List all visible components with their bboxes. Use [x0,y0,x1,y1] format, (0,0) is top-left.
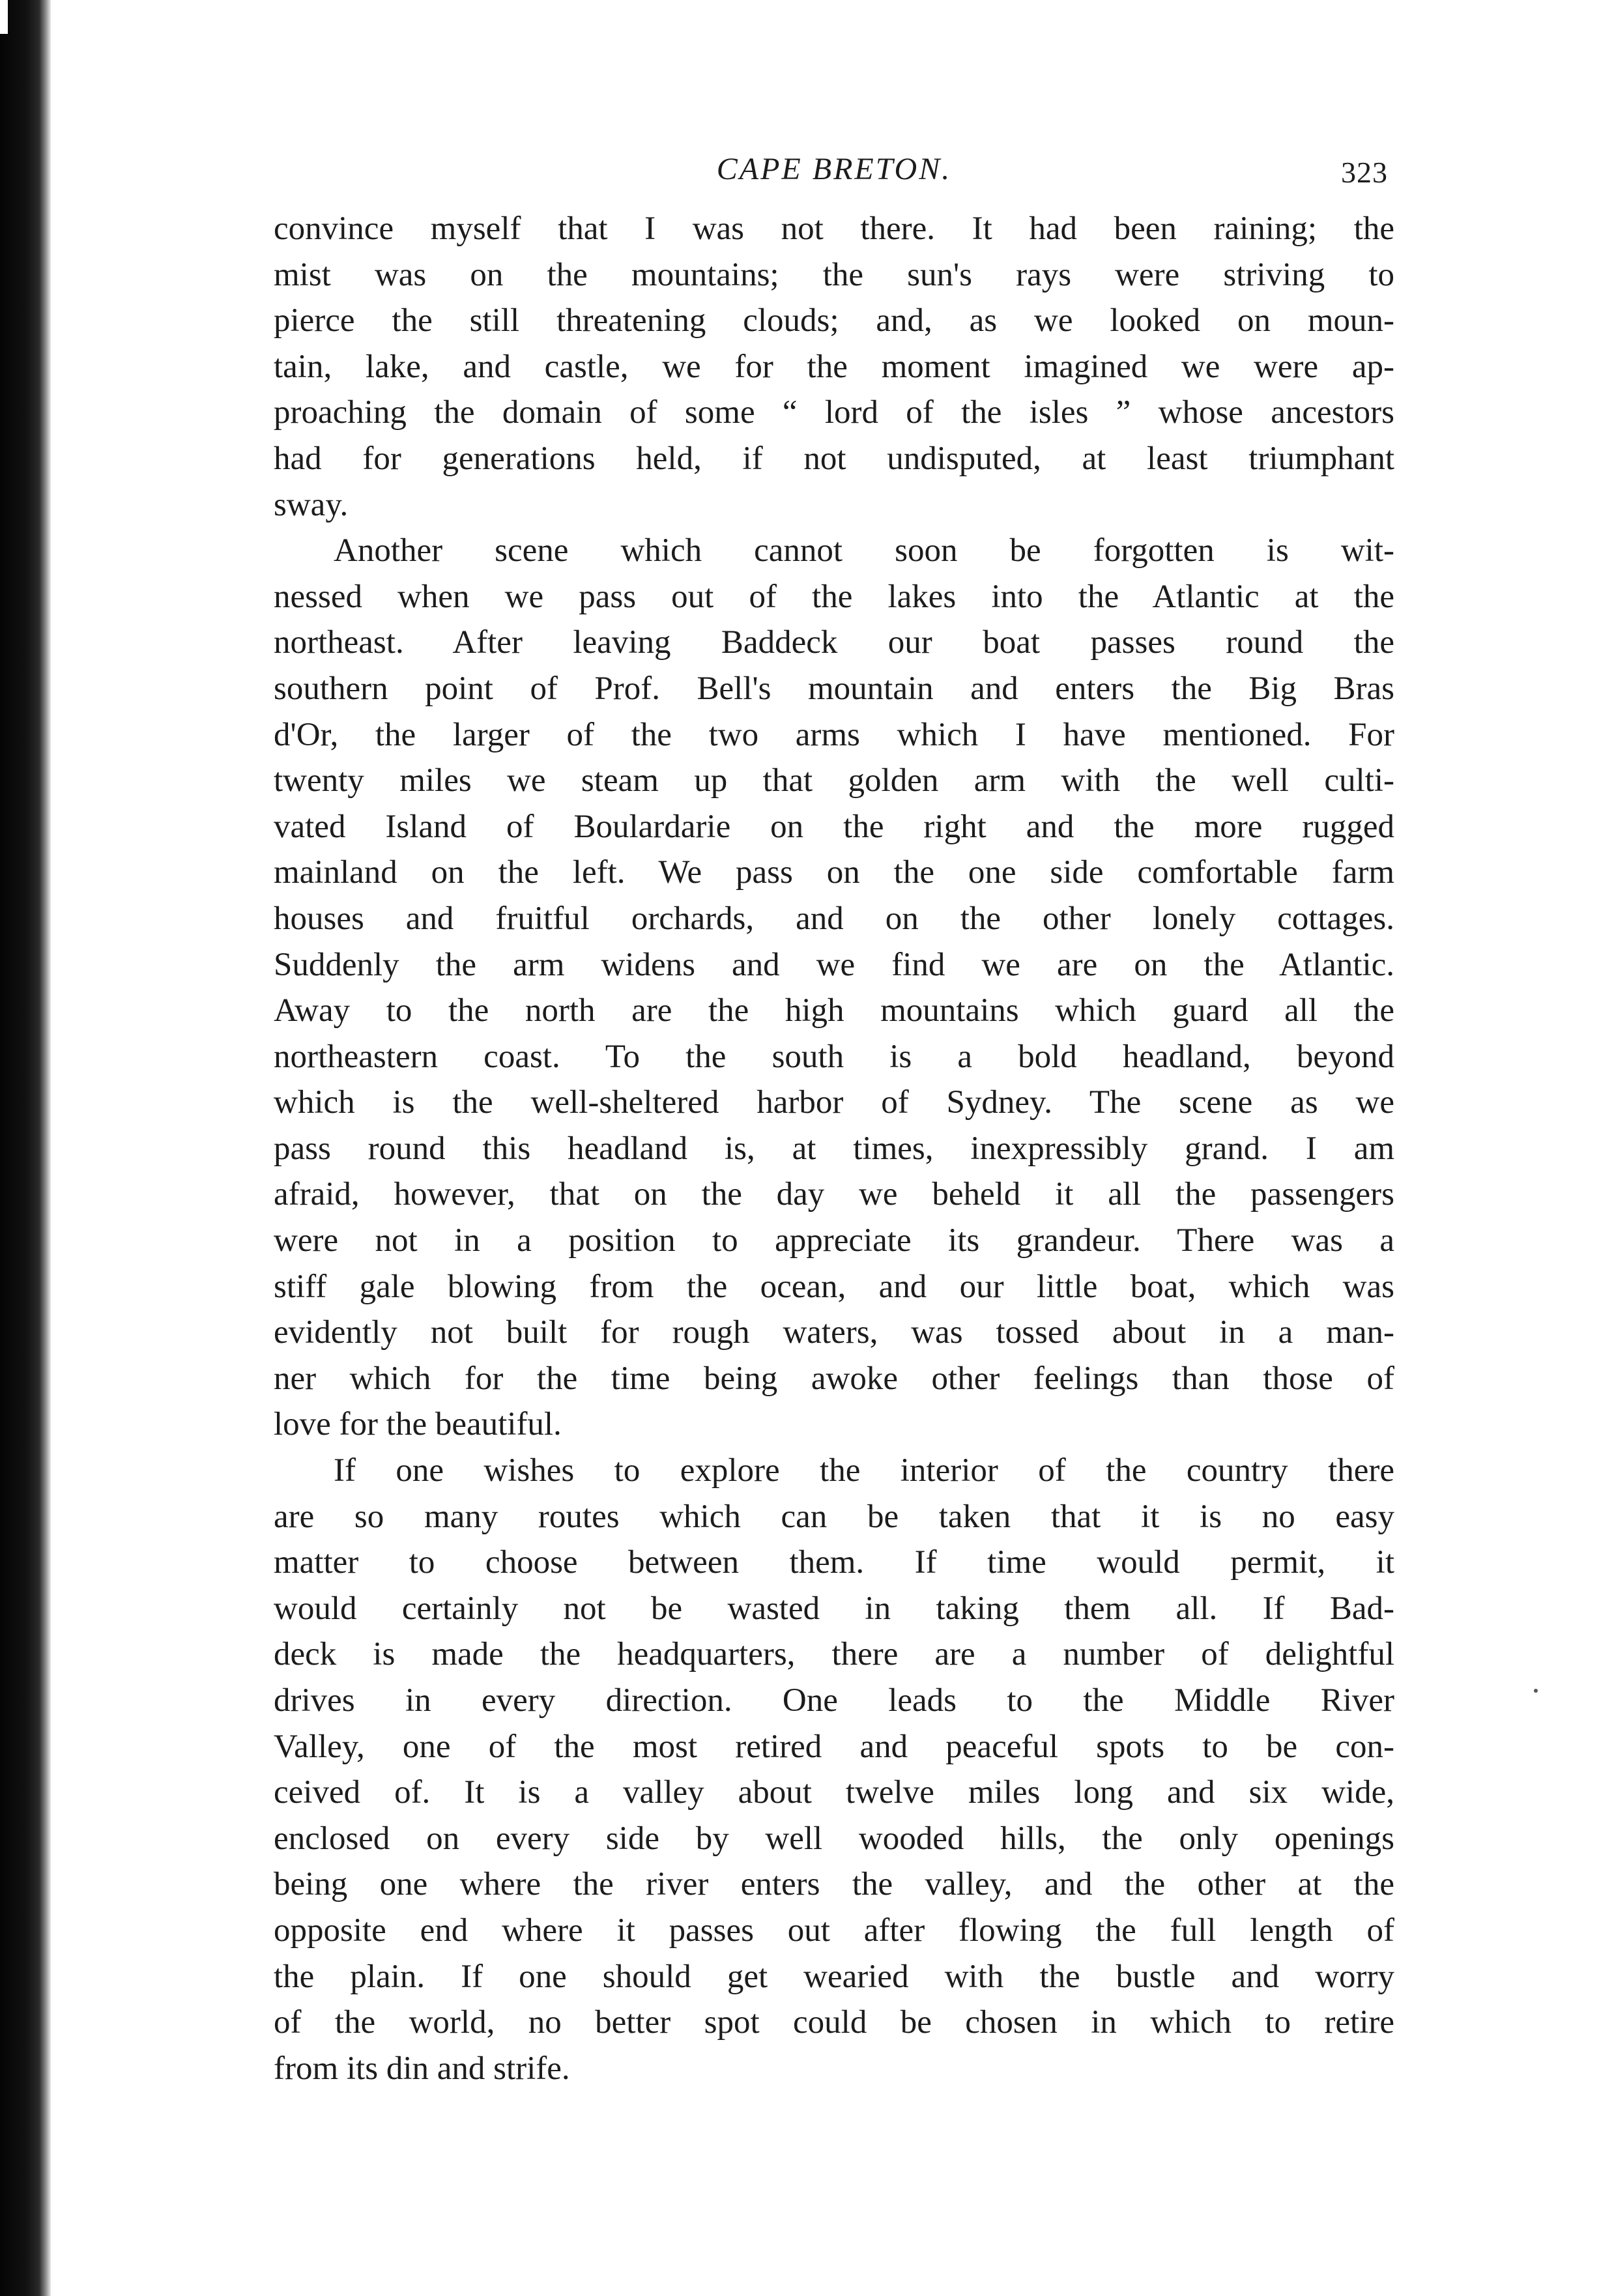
text-line: d'Or, the larger of the two arms which I have mentioned. For [274,716,1394,753]
text-line: were not in a position to appreciate its grandeur. There was a [274,1222,1394,1259]
text-line: tain, lake, and castle, we for the moment imagined we were ap- [274,348,1394,385]
text-line: matter to choose between them. If time would permit, it [274,1544,1394,1581]
text-line: northeastern coast. To the south is a bold headland, beyond [274,1038,1394,1075]
paragraph [274,1448,1394,2091]
text-line: afraid, however, that on the day we beheld it all the passengers [274,1176,1394,1213]
text-line: being one where the river enters the valley, and the other at the [274,1866,1394,1903]
text-line: Another scene which cannot soon be forgotten is wit- [334,532,1394,569]
text-line: the plain. If one should get wearied with the bustle and worry [274,1958,1394,1995]
text-line: houses and fruitful orchards, and on the other lonely cottages. [274,900,1394,937]
text-line: Valley, one of the most retired and peaceful spots to be con- [274,1728,1394,1765]
text-line: of the world, no better spot could be chosen in which to retire [274,2004,1394,2041]
text-line: vated Island of Boulardarie on the right and the more rugged [274,808,1394,845]
text-line: sway. [274,486,349,523]
text-line: northeast. After leaving Baddeck our boat passes round the [274,624,1394,661]
body-text [274,206,1394,2091]
margin-speck [1534,1689,1538,1693]
text-line: proaching the domain of some “ lord of the isles ” whose ancestors [274,394,1394,431]
page-number: 323 [1341,156,1388,189]
text-line: nessed when we pass out of the lakes into the Atlantic at the [274,578,1394,615]
text-line: deck is made the headquarters, there are a number of delightful [274,1636,1394,1673]
text-line: would certainly not be wasted in taking them all. If Bad- [274,1590,1394,1627]
text-line: evidently not built for rough waters, was tossed about in a man- [274,1314,1394,1351]
text-line: If one wishes to explore the interior of the country there [334,1452,1394,1489]
text-line: pierce the still threatening clouds; and, as we looked on moun- [274,302,1394,339]
binding-gutter-shadow [0,0,51,2296]
text-line: twenty miles we steam up that golden arm with the well culti- [274,762,1394,799]
text-line: love for the beautiful. [274,1406,562,1443]
text-line: convince myself that I was not there. It had been raining; the [274,210,1394,247]
text-line: mist was on the mountains; the sun's rays were striving to [274,256,1394,293]
text-line: from its din and strife. [274,2050,570,2087]
book-page [274,138,1394,2091]
binding-gutter-notch [0,0,8,34]
text-line: enclosed on every side by well wooded hills, the only openings [274,1820,1394,1857]
text-line: mainland on the left. We pass on the one side comfortable farm [274,854,1394,891]
paragraph [274,528,1394,1448]
paragraph [274,206,1394,528]
text-line: Away to the north are the high mountains which guard all the [274,992,1394,1029]
text-line: had for generations held, if not undisputed, at least triumphant [274,440,1394,477]
text-line: ceived of. It is a valley about twelve miles long and six wide, [274,1774,1394,1811]
text-line: Suddenly the arm widens and we find we are on the Atlantic. [274,946,1394,983]
text-line: pass round this headland is, at times, inexpressibly grand. I am [274,1130,1394,1167]
text-line: ner which for the time being awoke other feelings than those of [274,1360,1394,1397]
text-line: stiff gale blowing from the ocean, and our little boat, which was [274,1268,1394,1305]
text-line: which is the well-sheltered harbor of Sydney. The scene as we [274,1084,1394,1121]
text-line: southern point of Prof. Bell's mountain and enters the Big Bras [274,670,1394,707]
running-head [274,138,1394,203]
text-line: opposite end where it passes out after flowing the full length of [274,1912,1394,1949]
text-line: are so many routes which can be taken that it is no easy [274,1498,1394,1535]
text-line: drives in every direction. One leads to the Middle River [274,1682,1394,1719]
running-title: CAPE BRETON. [716,152,952,186]
